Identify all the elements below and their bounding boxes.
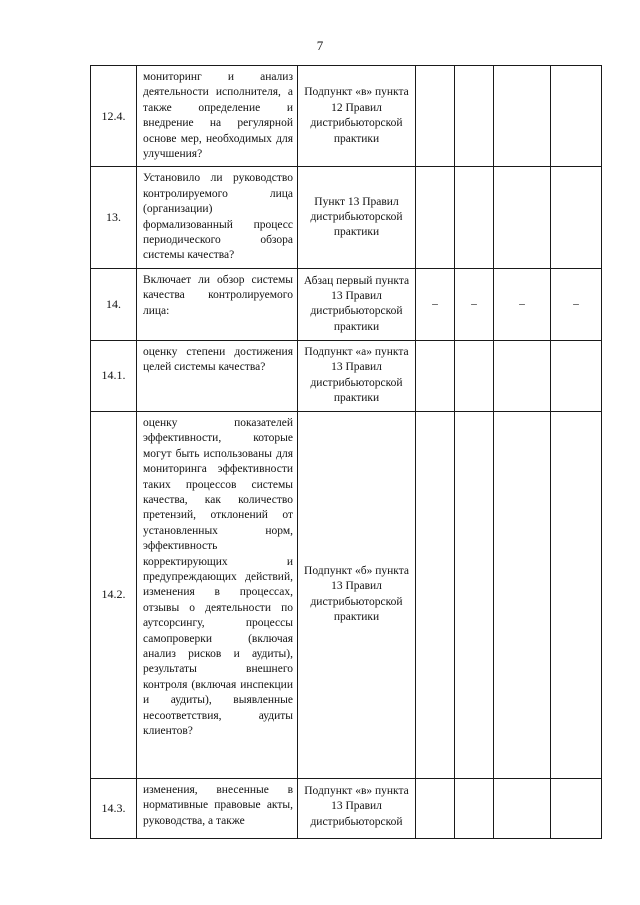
item-number: 14.2. bbox=[91, 411, 137, 778]
table-row bbox=[91, 340, 602, 411]
answer-no-cell[interactable] bbox=[455, 411, 494, 778]
answer-na-cell[interactable] bbox=[494, 778, 551, 838]
legal-reference: Подпункт «в» пункта 13 Правил дистрибьюторской bbox=[298, 778, 416, 838]
item-number: 14.3. bbox=[91, 778, 137, 838]
answer-na-cell[interactable]: – bbox=[494, 268, 551, 340]
answer-na-cell[interactable] bbox=[494, 167, 551, 268]
answer-no-cell[interactable]: – bbox=[455, 268, 494, 340]
item-number: 13. bbox=[91, 167, 137, 268]
item-number: 12.4. bbox=[91, 66, 137, 167]
answer-yes-cell[interactable] bbox=[416, 167, 455, 268]
answer-note-cell[interactable]: – bbox=[551, 268, 602, 340]
answer-no-cell[interactable] bbox=[455, 167, 494, 268]
answer-na-cell[interactable] bbox=[494, 66, 551, 167]
answer-no-cell[interactable] bbox=[455, 778, 494, 838]
question-text: оценку показателей эффективности, которые могут быть использованы для мониторинга эффективности таких процессов системы качества, как количество претензий, отклонений от установленных норм, эффективность корректирующих и предупреждающих действий, изменения в процессах, отзывы о деятельности по аутсорсингу, процессы самопроверки (включая анализ рисков и аудиты), результаты внешнего контроля (включая инспекции и аудиты), выявленные несоответствия, аудиты клиентов? bbox=[137, 411, 298, 778]
legal-reference: Подпункт «а» пункта 13 Правил дистрибьюторской практики bbox=[298, 340, 416, 411]
table-row bbox=[91, 167, 602, 268]
table-row bbox=[91, 411, 602, 778]
answer-na-cell[interactable] bbox=[494, 411, 551, 778]
answer-yes-cell[interactable] bbox=[416, 340, 455, 411]
item-number: 14. bbox=[91, 268, 137, 340]
question-text: Включает ли обзор системы качества контролируемого лица: bbox=[137, 268, 298, 340]
question-text: изменения, внесенные в нормативные правовые акты, руководства, а также bbox=[137, 778, 298, 838]
answer-note-cell[interactable] bbox=[551, 66, 602, 167]
answer-note-cell[interactable] bbox=[551, 778, 602, 838]
answer-yes-cell[interactable]: – bbox=[416, 268, 455, 340]
answer-no-cell[interactable] bbox=[455, 340, 494, 411]
legal-reference: Абзац первый пункта 13 Правил дистрибьюторской практики bbox=[298, 268, 416, 340]
answer-note-cell[interactable] bbox=[551, 167, 602, 268]
answer-yes-cell[interactable] bbox=[416, 411, 455, 778]
answer-note-cell[interactable] bbox=[551, 411, 602, 778]
item-number: 14.1. bbox=[91, 340, 137, 411]
question-text: оценку степени достижения целей системы качества? bbox=[137, 340, 298, 411]
question-text: Установило ли руководство контролируемого лица (организации) формализованный процесс периодического обзора системы качества? bbox=[137, 167, 298, 268]
checklist-table bbox=[90, 65, 602, 839]
legal-reference: Подпункт «в» пункта 12 Правил дистрибьюторской практики bbox=[298, 66, 416, 167]
page-number: 7 bbox=[316, 38, 324, 53]
table-row bbox=[91, 778, 602, 838]
legal-reference: Подпункт «б» пункта 13 Правил дистрибьюторской практики bbox=[298, 411, 416, 778]
answer-na-cell[interactable] bbox=[494, 340, 551, 411]
table-row bbox=[91, 66, 602, 167]
table-row bbox=[91, 268, 602, 340]
legal-reference: Пункт 13 Правил дистрибьюторской практики bbox=[298, 167, 416, 268]
answer-yes-cell[interactable] bbox=[416, 66, 455, 167]
answer-yes-cell[interactable] bbox=[416, 778, 455, 838]
answer-note-cell[interactable] bbox=[551, 340, 602, 411]
answer-no-cell[interactable] bbox=[455, 66, 494, 167]
question-text: мониторинг и анализ деятельности исполнителя, а также определение и внедрение на регулярной основе мер, необходимых для улучшения? bbox=[137, 66, 298, 167]
